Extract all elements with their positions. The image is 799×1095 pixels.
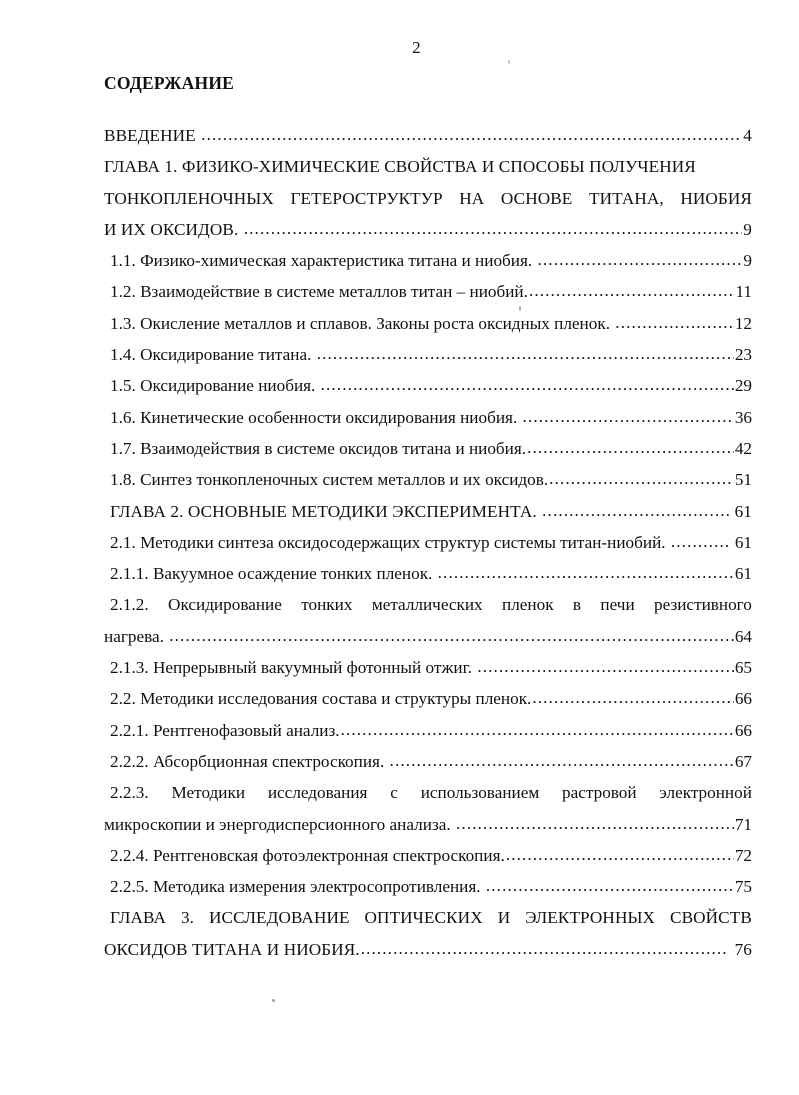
toc-entry[interactable]: [104, 120, 752, 151]
toc-entry-word: ОПТИЧЕСКИХ: [364, 908, 483, 928]
toc-entry[interactable]: [104, 558, 752, 589]
toc-entry-title: 1.7. Взаимодействия в системе оксидов титана и ниобия.: [110, 438, 527, 458]
toc-dot-leader: [486, 871, 734, 901]
toc-dot-leader: [529, 276, 735, 306]
toc-entry-title: 2.2.4. Рентгеновская фотоэлектронная спектроскопия.: [110, 845, 505, 865]
toc-entry[interactable]: [104, 934, 752, 965]
toc-entry-title: [104, 183, 752, 214]
toc-dot-leader: [477, 652, 733, 682]
toc-entry-title: 1.3. Окисление металлов и сплавов. Законы роста оксидных пленок.: [110, 313, 615, 333]
toc-entry[interactable]: [104, 589, 752, 620]
toc-dot-leader: [527, 433, 734, 463]
toc-entry-title: И ИХ ОКСИДОВ.: [104, 219, 243, 239]
toc-entry-word: в: [572, 595, 582, 615]
toc-entry[interactable]: [104, 308, 752, 339]
toc-dot-leader: [169, 621, 734, 651]
toc-dot-leader: [244, 214, 743, 244]
toc-entry-title: нагрева.: [104, 626, 169, 646]
toc-dot-leader: [341, 715, 734, 745]
toc-entry-word: металлических: [371, 595, 483, 615]
toc-dot-leader: [542, 496, 729, 526]
toc-dot-leader: [361, 934, 730, 964]
toc-entry-title: [110, 777, 752, 808]
toc-entry-word: 3.: [180, 908, 195, 928]
table-of-contents-heading: СОДЕРЖАНИЕ: [104, 73, 235, 93]
toc-entry-title: 1.5. Оксидирование ниобия.: [110, 376, 320, 396]
toc-entry-page-number: 51: [734, 470, 752, 490]
toc-entry-page-number: 36: [734, 407, 752, 427]
toc-dot-leader: [321, 370, 734, 400]
toc-entry-word: НИОБИЯ: [680, 188, 752, 208]
toc-entry-title: 2.2. Методики исследования состава и структуры пленок.: [110, 689, 532, 709]
toc-entry-title: 1.8. Синтез тонкопленочных систем металлов и их оксидов.: [110, 470, 549, 490]
toc-dot-leader: [523, 402, 734, 432]
toc-entry-title: 2.2.2. Абсорбционная спектроскопия.: [110, 751, 389, 771]
toc-entry[interactable]: [104, 370, 752, 401]
toc-entry[interactable]: [104, 214, 752, 245]
toc-entry[interactable]: [104, 715, 752, 746]
toc-entry-word: НА: [459, 188, 485, 208]
toc-entry-word: 2.2.3.: [110, 783, 149, 803]
table-of-contents-list: [104, 120, 752, 965]
toc-entry-title: микроскопии и энергодисперсионного анализа.: [104, 814, 455, 834]
toc-dot-leader: [549, 464, 734, 494]
toc-entry[interactable]: [104, 809, 752, 840]
toc-entry-word: исследования: [267, 783, 368, 803]
toc-entry[interactable]: [104, 621, 752, 652]
toc-entry-word: СВОЙСТВ: [670, 908, 752, 928]
toc-entry[interactable]: [104, 746, 752, 777]
toc-entry-title: ВВЕДЕНИЕ: [104, 126, 201, 145]
toc-entry-word: ЭЛЕКТРОННЫХ: [525, 908, 656, 928]
toc-entry[interactable]: [104, 527, 752, 558]
toc-entry-word: использованием: [420, 783, 540, 803]
toc-dot-leader: [456, 809, 734, 839]
toc-dot-leader: [671, 527, 730, 557]
page-folio-number: 2: [412, 38, 421, 57]
toc-dot-leader: [538, 245, 743, 275]
toc-entry-title: ОКСИДОВ ТИТАНА И НИОБИЯ.: [104, 939, 360, 959]
toc-dot-leader: [615, 308, 734, 338]
toc-entry[interactable]: [104, 276, 752, 307]
toc-entry-page-number: 61: [734, 564, 752, 584]
toc-dot-leader: [317, 339, 734, 369]
toc-entry-title: 1.2. Взаимодействие в системе металлов титан – ниобий.: [110, 282, 528, 302]
toc-entry-word: тонких: [301, 595, 353, 615]
toc-entry[interactable]: [104, 402, 752, 433]
toc-entry-page-number: 42: [734, 438, 752, 458]
toc-entry-word: электронной: [659, 783, 752, 803]
toc-entry[interactable]: [104, 433, 752, 464]
toc-entry-page-number: 65: [734, 658, 752, 678]
toc-entry[interactable]: [104, 902, 752, 933]
toc-entry-word: ТИТАНА,: [588, 188, 664, 208]
toc-entry-word: ИССЛЕДОВАНИЕ: [209, 908, 350, 928]
toc-entry[interactable]: [104, 871, 752, 902]
toc-entry[interactable]: [104, 151, 752, 182]
toc-entry-word: И: [497, 908, 511, 928]
toc-entry-title: 1.6. Кинетические особенности оксидирования ниобия.: [110, 407, 522, 427]
toc-entry-page-number: 12: [734, 313, 752, 333]
toc-entry-page-number: 76: [730, 939, 752, 959]
toc-entry-page-number: 75: [734, 877, 752, 897]
toc-entry[interactable]: [104, 339, 752, 370]
scan-speck-icon: [272, 999, 275, 1002]
toc-entry[interactable]: [104, 683, 752, 714]
toc-entry-page-number: 29: [734, 376, 752, 396]
toc-entry-word: резистивного: [654, 595, 752, 615]
toc-entry-title: 2.2.1. Рентгенофазовый анализ.: [110, 720, 340, 740]
toc-entry[interactable]: [104, 245, 752, 276]
toc-entry-word: ОСНОВЕ: [500, 188, 573, 208]
toc-entry-title: 1.4. Оксидирование титана.: [110, 345, 316, 365]
toc-entry[interactable]: [104, 496, 752, 527]
toc-entry-word: печи: [600, 595, 635, 615]
toc-entry-page-number: 66: [734, 689, 752, 709]
toc-entry-word: пленок: [502, 595, 554, 615]
toc-entry[interactable]: [104, 840, 752, 871]
scan-speck-icon: [508, 60, 510, 64]
toc-entry-title: 2.2.5. Методика измерения электросопротивления.: [110, 877, 485, 897]
toc-entry-title: [110, 902, 752, 933]
toc-entry[interactable]: [104, 652, 752, 683]
toc-entry-word: с: [390, 783, 398, 803]
toc-entry-word: 2.1.2.: [110, 595, 149, 615]
toc-entry-word: Методики: [171, 783, 246, 803]
toc-entry-page-number: 9: [743, 219, 752, 239]
toc-dot-leader: [390, 746, 734, 776]
toc-entry-page-number: 71: [734, 814, 752, 834]
toc-entry-title: [110, 589, 752, 620]
toc-entry-page-number: 64: [734, 626, 752, 646]
toc-entry-word: ГЕТЕРОСТРУКТУР: [290, 188, 443, 208]
toc-entry-page-number: 61: [730, 501, 752, 521]
toc-entry-page-number: 61: [730, 532, 752, 552]
toc-entry-title: 2.1. Методики синтеза оксидосодержащих структур системы титан-ниобий.: [110, 532, 670, 552]
toc-entry-word: ТОНКОПЛЕНОЧНЫХ: [104, 188, 274, 208]
toc-entry-title: 2.1.1. Вакуумное осаждение тонких пленок.: [110, 564, 437, 584]
toc-entry-title: ГЛАВА 2. ОСНОВНЫЕ МЕТОДИКИ ЭКСПЕРИМЕНТА.: [110, 501, 542, 521]
toc-dot-leader: [506, 840, 734, 870]
toc-entry[interactable]: [104, 183, 752, 214]
toc-entry-page-number: 9: [743, 251, 752, 271]
scan-speck-icon: [519, 306, 521, 311]
toc-dot-leader: [201, 120, 742, 150]
toc-entry[interactable]: [104, 777, 752, 808]
toc-entry[interactable]: [104, 464, 752, 495]
toc-dot-leader: [438, 558, 734, 588]
toc-entry-page-number: 23: [734, 345, 752, 365]
toc-entry-word: ГЛАВА: [110, 908, 167, 928]
toc-entry-page-number: 66: [734, 720, 752, 740]
toc-entry-title: 1.1. Физико-химическая характеристика титана и ниобия.: [110, 251, 537, 271]
toc-entry-page-number: 4: [743, 126, 752, 145]
toc-entry-page-number: 67: [734, 751, 752, 771]
toc-entry-word: Оксидирование: [168, 595, 282, 615]
toc-entry-page-number: 72: [734, 845, 752, 865]
toc-entry-title: ГЛАВА 1. ФИЗИКО-ХИМИЧЕСКИЕ СВОЙСТВА И СПОСОБЫ ПОЛУЧЕНИЯ: [104, 157, 696, 177]
toc-entry-word: растровой: [562, 783, 637, 803]
toc-entry-page-number: 11: [735, 282, 752, 302]
toc-entry-title: 2.1.3. Непрерывный вакуумный фотонный отжиг.: [110, 658, 477, 678]
toc-dot-leader: [532, 683, 733, 713]
